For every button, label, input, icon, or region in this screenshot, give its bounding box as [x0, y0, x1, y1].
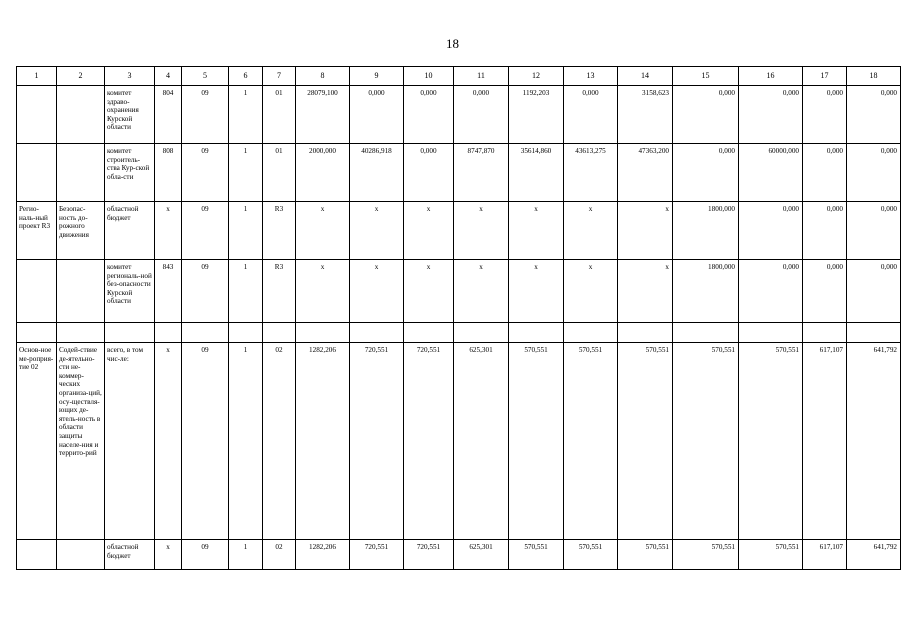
table-cell: 570,551 — [673, 343, 739, 540]
table-cell: x — [564, 202, 618, 260]
table-cell: R3 — [263, 260, 296, 323]
table-cell — [673, 323, 739, 343]
column-header: 15 — [673, 67, 739, 86]
table-cell: комитет здраво-охранения Курской области — [105, 86, 155, 144]
table-cell: 570,551 — [564, 343, 618, 540]
table-cell: 720,551 — [350, 343, 404, 540]
table-cell: 09 — [182, 202, 229, 260]
table-cell: 804 — [155, 86, 182, 144]
table-cell: 570,551 — [739, 343, 803, 540]
table-cell — [618, 323, 673, 343]
table-cell: x — [155, 202, 182, 260]
table-cell: 0,000 — [847, 260, 901, 323]
table-cell — [57, 260, 105, 323]
table-cell: комитет строитель-ства Кур-ской обла-сти — [105, 144, 155, 202]
table-cell — [296, 323, 350, 343]
table-cell — [509, 323, 564, 343]
table-cell: Основ-ное ме-роприя-тие 02 — [17, 343, 57, 540]
table-cell — [57, 144, 105, 202]
table-cell: 570,551 — [739, 540, 803, 570]
table-cell: 570,551 — [618, 343, 673, 540]
table-cell: 1 — [229, 343, 263, 540]
table-cell: 43613,275 — [564, 144, 618, 202]
table-cell: x — [509, 202, 564, 260]
table-row — [17, 343, 901, 540]
column-header: 6 — [229, 67, 263, 86]
column-header: 4 — [155, 67, 182, 86]
table-row — [17, 323, 901, 343]
table-cell — [263, 323, 296, 343]
table-cell: 01 — [263, 144, 296, 202]
column-header: 10 — [404, 67, 454, 86]
table-cell — [17, 323, 57, 343]
page-number: 18 — [446, 36, 459, 51]
table-cell — [229, 323, 263, 343]
table-cell: 1 — [229, 202, 263, 260]
table-cell: 1800,000 — [673, 202, 739, 260]
table-cell: x — [618, 260, 673, 323]
table-cell: 617,107 — [803, 540, 847, 570]
table-cell: 570,551 — [509, 540, 564, 570]
column-header: 7 — [263, 67, 296, 86]
column-header: 16 — [739, 67, 803, 86]
table-cell: 0,000 — [739, 260, 803, 323]
table-cell: x — [404, 202, 454, 260]
table-cell — [57, 86, 105, 144]
table-cell: 570,551 — [618, 540, 673, 570]
table-cell: x — [296, 260, 350, 323]
table-cell — [17, 540, 57, 570]
table-cell: 570,551 — [564, 540, 618, 570]
budget-table — [16, 66, 901, 570]
table-cell: областной бюджет — [105, 202, 155, 260]
table-cell: 01 — [263, 86, 296, 144]
table-cell: 0,000 — [739, 202, 803, 260]
table-cell: 720,551 — [350, 540, 404, 570]
table-cell: 570,551 — [673, 540, 739, 570]
table-cell: x — [350, 202, 404, 260]
header-row — [17, 67, 901, 86]
table-cell: 0,000 — [404, 86, 454, 144]
table-cell — [803, 323, 847, 343]
table-cell: 09 — [182, 540, 229, 570]
table-cell: 0,000 — [803, 202, 847, 260]
table-cell: 0,000 — [564, 86, 618, 144]
column-header: 17 — [803, 67, 847, 86]
table-cell: 0,000 — [454, 86, 509, 144]
table-cell: 1192,203 — [509, 86, 564, 144]
table-cell: 0,000 — [803, 144, 847, 202]
table-cell: 843 — [155, 260, 182, 323]
column-header: 2 — [57, 67, 105, 86]
table-cell: 1800,000 — [673, 260, 739, 323]
table-cell: 09 — [182, 343, 229, 540]
column-header: 3 — [105, 67, 155, 86]
table-cell: x — [155, 343, 182, 540]
table-cell: x — [454, 260, 509, 323]
table-row — [17, 202, 901, 260]
table-cell: Безопас-ность до-рожного движения — [57, 202, 105, 260]
column-header: 5 — [182, 67, 229, 86]
table-cell: всего, в том чис-ле: — [105, 343, 155, 540]
table-cell: Содей-ствие де-ятельно-сти не-коммер-ческих организа-ций, осу-ществля-ющих де-ятель-ность в области защиты населе-ния и террито-рий — [57, 343, 105, 540]
table-row — [17, 86, 901, 144]
table-cell — [17, 260, 57, 323]
table-cell: 641,792 — [847, 343, 901, 540]
table-cell: x — [564, 260, 618, 323]
table-cell: 0,000 — [673, 144, 739, 202]
table-cell — [739, 323, 803, 343]
table-cell: 1282,206 — [296, 343, 350, 540]
table-row — [17, 260, 901, 323]
table-cell: 1 — [229, 144, 263, 202]
table-cell: 0,000 — [350, 86, 404, 144]
table-cell: 28079,100 — [296, 86, 350, 144]
column-header: 13 — [564, 67, 618, 86]
table-cell: 641,792 — [847, 540, 901, 570]
table-cell: 0,000 — [739, 86, 803, 144]
column-header: 9 — [350, 67, 404, 86]
table-cell: 625,301 — [454, 343, 509, 540]
table-cell — [564, 323, 618, 343]
table-cell: 09 — [182, 144, 229, 202]
table-cell: 570,551 — [509, 343, 564, 540]
table-cell: комитет региональ-ной без-опасности Курской области — [105, 260, 155, 323]
table-cell: 09 — [182, 86, 229, 144]
table-cell: 0,000 — [847, 202, 901, 260]
table-cell: областной бюджет — [105, 540, 155, 570]
table-cell — [57, 540, 105, 570]
table-cell: x — [454, 202, 509, 260]
column-header: 12 — [509, 67, 564, 86]
table-cell: 8747,870 — [454, 144, 509, 202]
table-cell: 35614,860 — [509, 144, 564, 202]
table-cell: 0,000 — [847, 86, 901, 144]
table-row — [17, 144, 901, 202]
column-header: 1 — [17, 67, 57, 86]
table-cell: 625,301 — [454, 540, 509, 570]
table-cell: x — [509, 260, 564, 323]
table-cell — [404, 323, 454, 343]
table-cell — [17, 144, 57, 202]
table-cell: x — [155, 540, 182, 570]
column-header: 14 — [618, 67, 673, 86]
table-cell: 0,000 — [803, 86, 847, 144]
column-header: 8 — [296, 67, 350, 86]
table-cell: x — [350, 260, 404, 323]
table-row — [17, 540, 901, 570]
column-header: 11 — [454, 67, 509, 86]
table-cell: 1282,206 — [296, 540, 350, 570]
table-cell: 0,000 — [673, 86, 739, 144]
table-cell: 1 — [229, 86, 263, 144]
table-cell: 720,551 — [404, 540, 454, 570]
table-cell: 720,551 — [404, 343, 454, 540]
table-cell — [847, 323, 901, 343]
table-cell — [57, 323, 105, 343]
table-cell: 808 — [155, 144, 182, 202]
table-cell: 47363,200 — [618, 144, 673, 202]
table-cell — [105, 323, 155, 343]
table-cell — [17, 86, 57, 144]
table-cell — [454, 323, 509, 343]
table-cell: 40286,918 — [350, 144, 404, 202]
table-cell — [350, 323, 404, 343]
table-cell: 09 — [182, 260, 229, 323]
table-cell: 1 — [229, 260, 263, 323]
table-cell: 0,000 — [847, 144, 901, 202]
table-cell: 0,000 — [803, 260, 847, 323]
table-cell: x — [404, 260, 454, 323]
table-cell: 0,000 — [404, 144, 454, 202]
table-cell: Регио-наль-ный проект R3 — [17, 202, 57, 260]
table-cell — [182, 323, 229, 343]
table-cell: 02 — [263, 540, 296, 570]
table-cell: 2000,000 — [296, 144, 350, 202]
table-cell — [155, 323, 182, 343]
table-cell: 02 — [263, 343, 296, 540]
table-cell: R3 — [263, 202, 296, 260]
column-header: 18 — [847, 67, 901, 86]
table-cell: 60000,000 — [739, 144, 803, 202]
table-cell: 617,107 — [803, 343, 847, 540]
table-cell: x — [618, 202, 673, 260]
table-cell: 3158,623 — [618, 86, 673, 144]
table-cell: 1 — [229, 540, 263, 570]
table-cell: x — [296, 202, 350, 260]
